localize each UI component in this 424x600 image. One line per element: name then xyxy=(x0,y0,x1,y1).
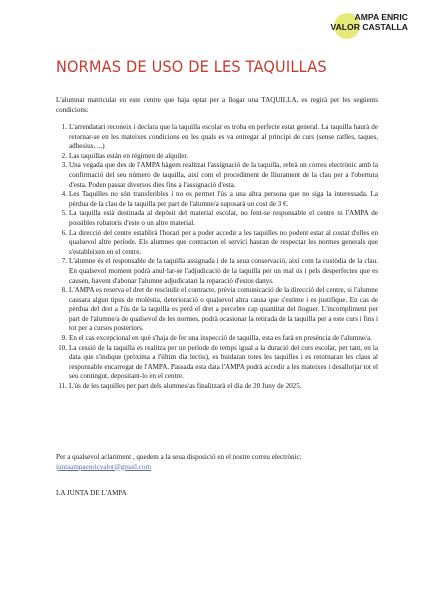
rule-item xyxy=(56,190,378,209)
rule-item xyxy=(56,257,378,286)
rules-list xyxy=(56,123,378,392)
rule-item xyxy=(56,344,378,382)
rule-item xyxy=(56,334,378,344)
rule-text: La direcció del centre establirà l'horari per a poder accedir a les taquilles no podent estar al costat d'elles en qualsevol altre període. Els alumnes que contracten el servici hauran de respectar les normes generals que s'estableixen en el centre. xyxy=(69,228,378,256)
page-title: NORMAS DE USO DE LES TAQUILLAS xyxy=(56,57,327,76)
rule-item xyxy=(56,209,378,228)
email-link[interactable]: juntaampaenricvalor@gmail.com xyxy=(56,462,151,471)
rule-number: 8. xyxy=(61,286,67,295)
logo-text xyxy=(331,12,409,32)
rule-item xyxy=(56,152,378,162)
rule-text: Una vegada que des de l'AMPA hàgem realitzat l'assignació de la taquilla, rebrà un correu electrònic amb la confirmació del seu número de taquilla, així com el procediment de lliurament de la clau per a l'obertura d'esta. Poden passar diversos dies fins a l'assignació d'esta. xyxy=(69,161,378,189)
rule-number: 5. xyxy=(61,209,67,218)
rule-number: 11. xyxy=(58,382,67,391)
rule-text: Las taquillas están en régimen de alquiler. xyxy=(69,151,189,160)
signature: LA JUNTA DE L'AMPA xyxy=(56,489,127,497)
rule-text: En el cas excepcional en què s'haja de fer una inspecció de taquilla, esta es farà en presència de l'alumne/a. xyxy=(69,334,372,343)
rule-number: 4. xyxy=(61,190,67,199)
rule-text: L'arrendatari reconeix i declara que la taquilla escolar es troba en perfecte estat general. La taquilla haurà de retornar-se en les mateixes condicions en les quals es va entregar al principi de curs (sense ratlles, taques, adhesius, ...) xyxy=(69,123,378,151)
rule-number: 2. xyxy=(61,151,67,160)
rule-number: 3. xyxy=(61,161,67,170)
contact-paragraph xyxy=(56,453,378,472)
rule-text: Les Taquilles no són transferibles i no es permet l'ús a una altra persona que no siga la interessada. La pèrdua de la clau de la taquilla per part de l'alumne/a suposarà un cost de 3 €. xyxy=(69,190,378,208)
rule-text: L'ús de les taquilles per part dels alumnes/as finalitzarà el dia de 20 Juny de 2025. xyxy=(69,382,302,391)
rule-item xyxy=(56,123,378,152)
rule-text: La cessió de la taquilla es realitza per un període de temps igual a la duració del curs escolar, per tant, en la data que s'indique (pròxima a l'últim dia lectiu), es buidaran totes les taquilles i es retornaran les claus al responsable encarregat de l'AMPA. Passada esta data l'AMPA podrà accedir a les mateixes i desallotjar tot el seu contingut, depositant-lo en el centre. xyxy=(69,343,378,381)
rule-number: 1. xyxy=(61,123,67,131)
rule-text: L'AMPA es reserva el dret de rescindir el contracte, prèvia comunicació de la direcció del centre, si l'alumne causara algun tipus de molèstia, deterioració o qualsevol altra causa que s'estime i es justifique. En cas de pèrdua del dret a l'ús de la taquilla es perd el dret a percebre cap quantitat del lloguer. L'incompliment per part de l'alumne/a de qualsevol de les normes, podrà ocasionar la retirada de la taquilla per a este curs i fins i tot per a cursos posteriors. xyxy=(69,286,378,333)
logo-line-1: AMPA ENRIC xyxy=(354,12,408,22)
rule-item xyxy=(56,382,378,392)
rule-item xyxy=(56,229,378,258)
rule-number: 10. xyxy=(58,343,67,352)
rule-text: L'alumne és el responsable de la taquilla assignada i de la seua conservació, així com la custòdia de la clau. En qualsevol moment podrà anul·lar-se l'adjudicació de la taquilla per un mal ús i pels desperfectes que es causen, havent d'abonar l'alumne adjudicatari la reparació d'estos danys. xyxy=(69,257,378,285)
rule-item xyxy=(56,286,378,334)
rule-number: 9. xyxy=(61,334,67,343)
intro-paragraph: L'alumnat matriculat en este centre que haja optat per a llogar una TAQUILLA, es regirà per les següents condicions: xyxy=(56,96,378,114)
contact-text: Per a qualsevol aclariment , quedem a la seua disposició en el nostre correu electrònic: xyxy=(56,453,302,461)
rule-item xyxy=(56,161,378,190)
rule-text: La taquilla està destinada al depòsit del material escolar, no fent-se responsable el centre ni l'AMPA de possibles robatoris d'este o un altre material. xyxy=(69,209,378,227)
ampa-logo xyxy=(296,8,412,38)
rule-number: 7. xyxy=(61,257,67,266)
rule-number: 6. xyxy=(61,228,67,237)
logo-line-2: VALOR CASTALLA xyxy=(330,22,408,32)
